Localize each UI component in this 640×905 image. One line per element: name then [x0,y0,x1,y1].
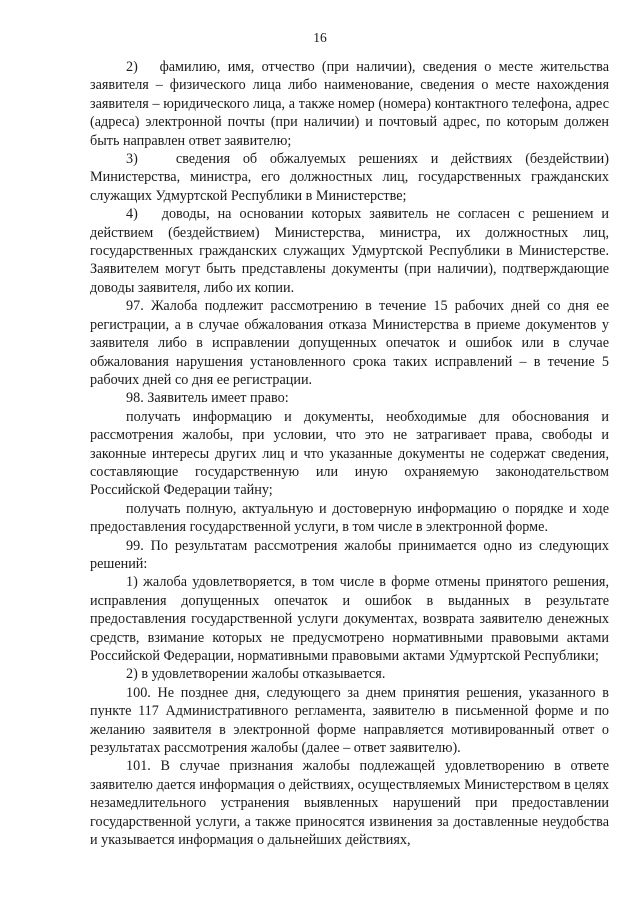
paragraph-98: 98. Заявитель имеет право: [126,390,289,407]
paragraph-101: 101. В случае признания жалобы подлежащей удовлетворению в ответе заявителю дается информация о действиях, осуществляемых Министерством в целях незамедлительного устранения выявленных нарушений при предоставлении государственной услуги, а также приносятся извинения за доставленные неудобства и указывается информация о дальнейших действиях, [90,758,609,849]
paragraph-97: 97. Жалоба подлежит рассмотрению в течение 15 рабочих дней со дня ее регистрации, а в случае обжалования отказа Министерства в приеме документов у заявителя либо в исправлении допущенных опечаток и ошибок или в случае обжалования нарушения установленного срока таких исправлений – в течение 5 рабочих дней со дня ее регистрации. [90,298,609,388]
page-number: 16 [313,30,327,45]
paragraph-98-right-2: получать полную, актуальную и достоверную информацию о порядке и ходе предоставления государственной услуги, в том числе в электронной форме. [90,500,609,536]
paragraph-99: 99. По результатам рассмотрения жалобы принимается одно из следующих решений: [90,537,609,572]
paragraph-99-decision-1: 1) жалоба удовлетворяется, в том числе в форме отмены принятого решения, исправления допущенных опечаток и ошибок в выданных в результате предоставления государственной услуги документах, возврата заявителю денежных средств, взимание которых не предусмотрено нормативными правовыми актами Российской Федерации, нормативными правовыми актами Удмуртской Республики; [90,574,609,664]
paragraph-item-4: 4) доводы, на основании которых заявитель не согласен с решением и действием (бездействием) Министерства, министра, их должностных лиц, государственных гражданских служащих Удмуртской Республики в Министерстве. Заявителем могут быть представлены документы (при наличии), подтверждающие доводы заявителя, либо их копии. [90,206,609,296]
paragraph-item-3: 3) сведения об обжалуемых решениях и действиях (бездействии) Министерства, министра, его должностных лиц, государственных гражданских служащих Удмуртской Республики в Министерстве; [90,151,609,204]
document-body [90,58,609,849]
paragraph-98-right-1: получать информацию и документы, необходимые для обоснования и рассмотрения жалобы, при условии, что это не затрагивает права, свободы и законные интересы других лиц и что указанные документы не содержат сведения, составляющие государственную или иную охраняемую законодательством Российской Федерации тайну; [90,408,609,499]
paragraph-99-decision-2: 2) в удовлетворении жалобы отказывается. [126,666,386,683]
paragraph-item-2: 2) фамилию, имя, отчество (при наличии), сведения о месте жительства заявителя – физического лица либо наименование, сведения о месте нахождения заявителя – юридического лица, а также номер (номера) контактного телефона, адрес (адреса) электронной почты (при наличии) и почтовый адрес, по которым должен быть направлен ответ заявителю; [90,59,609,149]
paragraph-100: 100. Не позднее дня, следующего за днем принятия решения, указанного в пункте 117 Административного регламента, заявителю в письменной форме и по желанию заявителя в электронной форме направляется мотивированный ответ о результатах рассмотрения жалобы (далее – ответ заявителю). [90,684,609,757]
